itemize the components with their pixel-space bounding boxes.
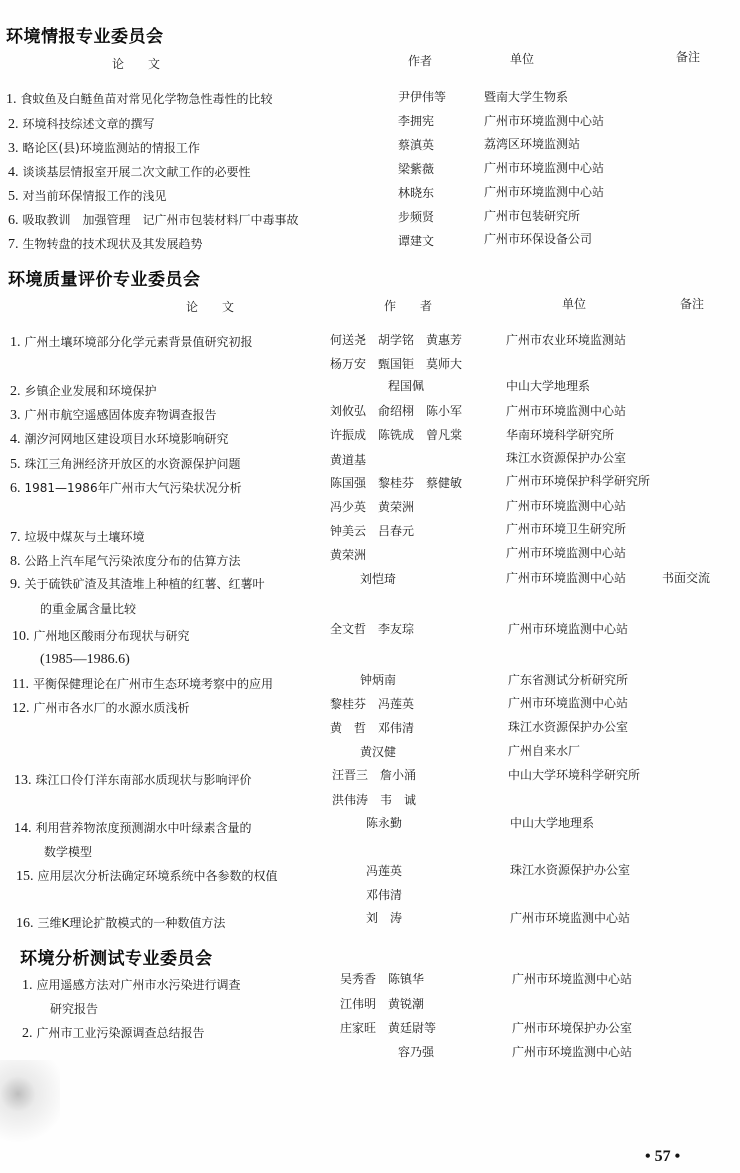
- unit: 广州市农业环境监测站: [506, 333, 627, 347]
- section-title-quality: 环境质量评价专业委员会: [8, 270, 201, 290]
- author: 刘恺琦: [360, 572, 397, 586]
- unit: 广州市环境监测中心站: [512, 1045, 633, 1059]
- unit: 广州市环保设备公司: [484, 232, 593, 246]
- col-header-paper: 论 文: [112, 57, 161, 71]
- author: 蔡滇英: [398, 138, 435, 152]
- table-row: 14. 利用营养物浓度预测湖水中叶绿素含量的: [14, 821, 252, 836]
- unit: 广州市环境监测中心站: [512, 972, 633, 986]
- table-row: 5. 对当前环保情报工作的浅见: [8, 189, 167, 204]
- unit: 中山大学环境科学研究所: [508, 768, 641, 782]
- page-number: • 57 •: [645, 1148, 681, 1165]
- table-row: 4. 谈谈基层情报室开展二次文献工作的必要性: [8, 165, 251, 180]
- unit: 广州市环境监测中心站: [506, 404, 627, 418]
- author: 汪晋三 詹小涌: [332, 768, 417, 782]
- unit: 广州市环境监测中心站: [484, 185, 605, 199]
- unit: 广州市环境保护科学研究所: [506, 474, 651, 488]
- unit: 中山大学地理系: [506, 379, 591, 393]
- author: 冯莲英: [366, 864, 403, 878]
- col-header-author: 作者: [408, 54, 433, 68]
- col-header-unit: 单位: [510, 52, 535, 66]
- author: 黄汉健: [360, 745, 397, 759]
- author: 刘攸弘 俞绍栩 陈小军: [330, 404, 463, 418]
- table-row: 7. 垃圾中煤灰与土壤环境: [10, 530, 145, 545]
- table-row: 2. 乡镇企业发展和环境保护: [10, 384, 157, 399]
- author: 江伟明 黄锐潮: [340, 997, 425, 1011]
- author: 容乃强: [398, 1045, 435, 1059]
- author: 庄家旺 黄廷尉等: [340, 1021, 437, 1035]
- author: 冯少英 黄荣洲: [330, 500, 415, 514]
- table-row: 3. 广州市航空遥感固体废弃物调查报告: [10, 408, 217, 423]
- table-row: 7. 生物转盘的技术现状及其发展趋势: [8, 237, 203, 252]
- table-row: 1. 食蚊鱼及白鲢鱼苗对常见化学物急性毒性的比较: [6, 92, 273, 107]
- author: 黄荣洲: [330, 548, 367, 562]
- note: 书面交流: [662, 571, 711, 585]
- unit: 荔湾区环境监测站: [484, 137, 581, 151]
- author: 吴秀香 陈镇华: [340, 972, 425, 986]
- author: 何送尧 胡学铭 黄惠芳: [330, 333, 463, 347]
- unit: 广州市环境监测中心站: [506, 571, 627, 585]
- unit: 广州自来水厂: [508, 744, 581, 758]
- author: 陈永勤: [366, 816, 403, 830]
- unit: 广州市包装研究所: [484, 209, 581, 223]
- table-row: 16. 三维K理论扩散模式的一种数值方法: [16, 916, 226, 931]
- unit: 中山大学地理系: [510, 816, 595, 830]
- section-title-analysis: 环境分析测试专业委员会: [20, 949, 213, 969]
- unit: 广州市环境监测中心站: [508, 622, 629, 636]
- author: 谭建文: [398, 234, 435, 248]
- paper-continuation: 研究报告: [50, 1002, 99, 1016]
- author: 全文哲 李友琮: [330, 622, 415, 636]
- table-row: 12. 广州市各水厂的水源水质浅析: [12, 701, 190, 716]
- col-header-unit: 单位: [562, 297, 587, 311]
- author: 程国佩: [388, 379, 425, 393]
- paper-continuation: 的重金属含量比较: [40, 602, 137, 616]
- unit: 广州市环境监测中心站: [510, 911, 631, 925]
- unit: 广州市环境监测中心站: [506, 499, 627, 513]
- unit: 珠江水资源保护办公室: [506, 451, 627, 465]
- author: 林晓东: [398, 186, 435, 200]
- author: 钟美云 吕春元: [330, 524, 415, 538]
- author: 尹伊伟等: [398, 90, 447, 104]
- author: 邓伟清: [366, 888, 403, 902]
- unit: 珠江水资源保护办公室: [508, 720, 629, 734]
- table-row: 1. 广州土壤环境部分化学元素背景值研究初报: [10, 335, 253, 350]
- author: 洪伟涛 韦 诚: [332, 793, 417, 807]
- author: 杨万安 甄国钜 莫师大: [330, 357, 463, 371]
- table-row: 4. 潮汐河网地区建设项目水环境影响研究: [10, 432, 229, 447]
- author: 陈国强 黎桂芬 蔡健敏: [330, 476, 463, 490]
- col-header-note: 备注: [676, 50, 701, 64]
- unit: 广州市环境监测中心站: [484, 161, 605, 175]
- unit: 珠江水资源保护办公室: [510, 863, 631, 877]
- paper-continuation: (1985—1986.6): [40, 652, 130, 667]
- col-header-paper: 论 文: [186, 300, 235, 314]
- table-row: 2. 广州市工业污染源调查总结报告: [22, 1026, 205, 1041]
- author: 步频贤: [398, 210, 435, 224]
- unit: 广州市环境卫生研究所: [506, 522, 627, 536]
- unit: 广州市环境保护办公室: [512, 1021, 633, 1035]
- author: 黄道基: [330, 453, 367, 467]
- author: 许振成 陈铣成 曾凡棠: [330, 428, 463, 442]
- author: 钟炳南: [360, 673, 397, 687]
- scan-noise: [0, 1060, 60, 1173]
- table-row: 5. 珠江三角洲经济开放区的水资源保护问题: [10, 457, 241, 472]
- table-row: 3. 略论区(县)环境监测站的情报工作: [8, 141, 200, 156]
- unit: 广州市环境监测中心站: [506, 546, 627, 560]
- author: 刘 涛: [366, 911, 403, 925]
- table-row: 15. 应用层次分析法确定环境系统中各参数的权值: [16, 869, 278, 884]
- section-title-info: 环境情报专业委员会: [6, 27, 164, 47]
- author: 黄 哲 邓伟清: [330, 721, 415, 735]
- table-row: 11. 平衡保健理论在广州市生态环境考察中的应用: [12, 677, 273, 692]
- table-row: 2. 环境科技综述文章的撰写: [8, 117, 155, 132]
- table-row: 6. 吸取教训 加强管理 记广州市包装材料厂中毒事故: [8, 213, 299, 228]
- col-header-note: 备注: [680, 297, 705, 311]
- col-header-author: 作 者: [384, 299, 433, 313]
- author: 李拥宪: [398, 114, 435, 128]
- table-row: 10. 广州地区酸雨分布现状与研究: [12, 629, 190, 644]
- table-row: 8. 公路上汽车尾气污染浓度分布的估算方法: [10, 554, 241, 569]
- unit: 广州市环境监测中心站: [508, 696, 629, 710]
- unit: 华南环境科学研究所: [506, 428, 615, 442]
- paper-continuation: 数学模型: [44, 845, 93, 859]
- table-row: 6. 1981—1986年广州市大气污染状况分析: [10, 481, 242, 496]
- table-row: 13. 珠江口伶仃洋东南部水质现状与影响评价: [14, 773, 252, 788]
- table-row: 9. 关于硫铁矿渣及其渣堆上种植的红薯、红薯叶: [10, 577, 265, 592]
- unit: 广州市环境监测中心站: [484, 114, 605, 128]
- unit: 广东省测试分析研究所: [508, 673, 629, 687]
- table-row: 1. 应用遥感方法对广州市水污染进行调查: [22, 978, 241, 993]
- unit: 暨南大学生物系: [484, 90, 569, 104]
- author: 梁紫薇: [398, 162, 435, 176]
- author: 黎桂芬 冯莲英: [330, 697, 415, 711]
